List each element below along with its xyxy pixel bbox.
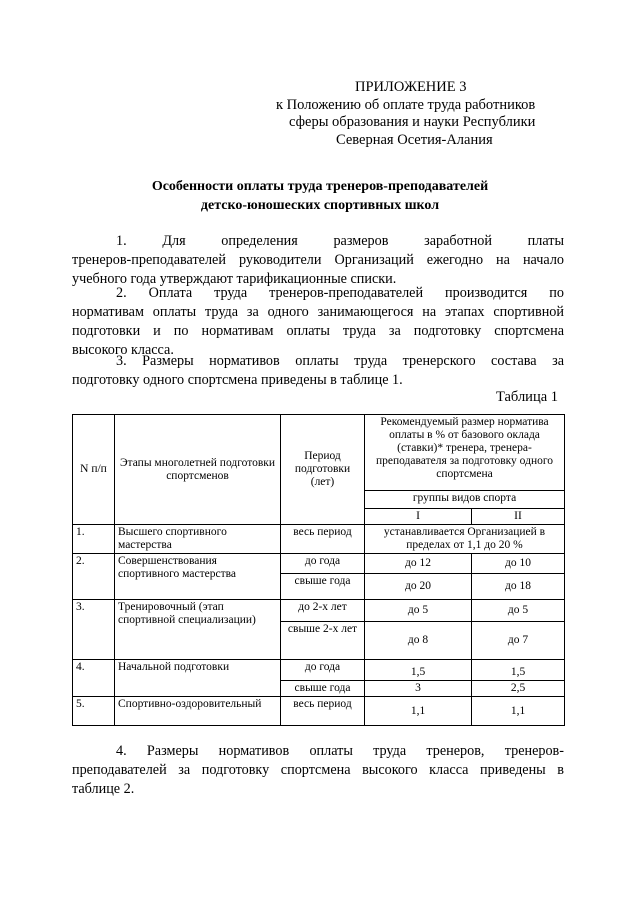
table-row: [73, 697, 565, 726]
row-number: 4.: [73, 660, 115, 697]
appendix-ref-line2: сферы образования и науки Республики: [289, 114, 536, 130]
row-group-1-value: до 8: [365, 622, 472, 660]
row-stage: Тренировочный (этап спортивной специализации): [115, 600, 281, 660]
document-title-line1: Особенности оплаты труда тренеров-преподавателей: [151, 179, 489, 194]
payment-norms-table: [72, 414, 565, 726]
header-sport-groups: группы видов спорта: [365, 491, 565, 509]
document-title-line2: детско-юношеских спортивных школ: [200, 198, 440, 213]
row-number: 5.: [73, 697, 115, 726]
table-row: [73, 525, 565, 554]
table-row: [73, 554, 565, 574]
header-group-1: I: [365, 509, 472, 525]
row-group-2-value: до 18: [472, 574, 565, 600]
row-group-1-value: до 12: [365, 554, 472, 574]
paragraph-2-line-3: подготовки и по нормативам оплаты труда за подготовку спортсмена: [72, 323, 564, 339]
paragraph-1-line-1: 1. Для определения размеров заработной платы: [116, 233, 564, 249]
row-group-1-value: 3: [365, 681, 472, 697]
row-group-1-value: до 20: [365, 574, 472, 600]
paragraph-2-line-4: высокого класса.: [72, 342, 174, 358]
table-row: [73, 600, 565, 622]
paragraph-2: [72, 284, 564, 360]
paragraph-3-line-1: 3. Размеры нормативов оплаты труда тренерского состава за: [116, 353, 564, 369]
paragraph-4-line-1: 4. Размеры нормативов оплаты труда тренеров, тренеров-: [116, 743, 564, 759]
row-group-1-value: до 5: [365, 600, 472, 622]
row-period: до 2-х лет: [281, 600, 365, 622]
appendix-ref-line3: Северная Осетия-Алания: [336, 132, 493, 148]
table-caption: Таблица 1: [496, 389, 559, 405]
row-group-2-value: 2,5: [472, 681, 565, 697]
row-group-2-value: до 5: [472, 600, 565, 622]
row-group-2-value: 1,5: [472, 660, 565, 681]
paragraph-1-line-3: учебного года утверждают тарификационные списки.: [72, 271, 397, 287]
row-period: свыше года: [281, 681, 365, 697]
row-group-2-value: 1,1: [472, 697, 565, 726]
row-stage: Начальной подготовки: [115, 660, 281, 697]
header-period: Период подготовки (лет): [281, 415, 365, 525]
row-stage: Высшего спортивного мастерства: [115, 525, 281, 554]
paragraph-4-line-3: таблице 2.: [72, 781, 135, 797]
row-number: 1.: [73, 525, 115, 554]
paragraph-1-line-2: тренеров-преподавателей руководители Организаций ежегодно на начало: [72, 252, 564, 268]
paragraph-4-line-2: преподавателей за подготовку спортсмена высокого класса приведены в: [72, 762, 564, 778]
paragraph-3-line-2: подготовку одного спортсмена приведены в таблице 1.: [72, 372, 403, 388]
row-stage: Совершенствования спортивного мастерства: [115, 554, 281, 600]
appendix-ref-line1: к Положению об оплате труда работников: [276, 97, 536, 113]
row-group-1-value: 1,1: [365, 697, 472, 726]
header-group-2: II: [472, 509, 565, 525]
row-group-1-value: 1,5: [365, 660, 472, 681]
row-period: свыше года: [281, 574, 365, 600]
paragraph-4: [72, 742, 564, 799]
row-number: 2.: [73, 554, 115, 600]
row-period: свыше 2-х лет: [281, 622, 365, 660]
row-group-2-value: до 7: [472, 622, 565, 660]
paragraph-1: [72, 232, 564, 289]
row-group-2-value: до 10: [472, 554, 565, 574]
row-period: весь период: [281, 697, 365, 726]
row-stage: Спортивно-оздоровительный: [115, 697, 281, 726]
paragraph-2-line-2: нормативам оплаты труда за одного занимающегося на этапах спортивной: [72, 304, 564, 320]
paragraph-2-line-1: 2. Оплата труда тренеров-преподавателей производится по: [116, 285, 564, 301]
header-number: N п/п: [73, 415, 115, 525]
row-period: до года: [281, 554, 365, 574]
header-recommended-norm: Рекомендуемый размер норматива оплаты в % от базового оклада (ставки)* тренера, тренера-преподавателя за подготовку одного спортсмена: [365, 415, 565, 491]
paragraph-3: [72, 352, 564, 390]
header-stage: Этапы многолетней подготовки спортсменов: [115, 415, 281, 525]
row-number: 3.: [73, 600, 115, 660]
row-merged-value: устанавливается Организацией в пределах от 1,1 до 20 %: [365, 525, 565, 554]
table-row: [73, 660, 565, 681]
row-period: до года: [281, 660, 365, 681]
row-period: весь период: [281, 525, 365, 554]
appendix-number: ПРИЛОЖЕНИЕ 3: [355, 79, 467, 95]
